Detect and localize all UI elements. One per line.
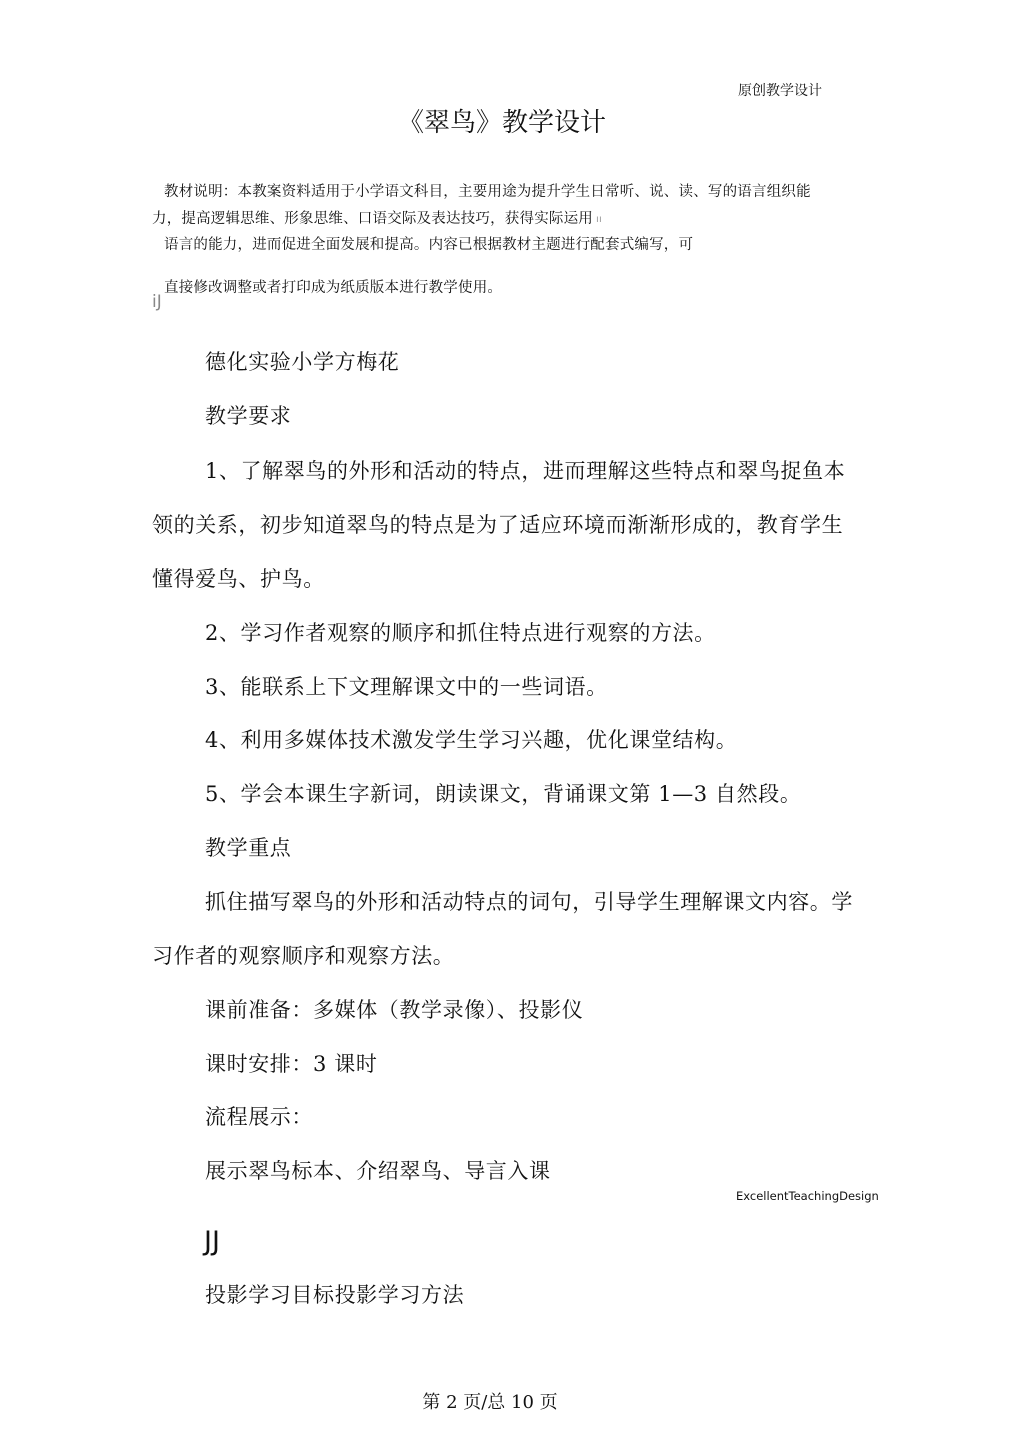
intro-line-2: [152, 207, 602, 228]
requirement-5: 5、学会本课生字新词，朗读课文，背诵课文第 1—3 自然段。: [205, 782, 802, 806]
intro-line-2-mark: ıı: [596, 213, 602, 225]
projection-line: 投影学习目标投影学习方法: [205, 1283, 465, 1307]
footer-english-tag: ExcellentTeachingDesign: [736, 1189, 879, 1203]
stray-mark-jj: JJ: [204, 1226, 220, 1257]
page-title: 《翠鸟》教学设计: [398, 108, 607, 138]
requirement-2: 2、学习作者观察的顺序和抓住特点进行观察的方法。: [205, 621, 716, 645]
preparation-line: 课前准备：多媒体（教学录像）、投影仪: [205, 998, 584, 1022]
requirements-heading: 教学要求: [205, 404, 292, 428]
key-points-line-2: 习作者的观察顺序和观察方法。: [152, 944, 455, 968]
key-points-heading: 教学重点: [205, 836, 292, 860]
stray-mark-ij: iJ: [152, 292, 162, 312]
requirement-1-line-1: 1、了解翠鸟的外形和活动的特点，进而理解这些特点和翠鸟捉鱼本: [205, 459, 846, 483]
requirement-1-line-2: 领的关系，初步知道翠鸟的特点是为了适应环境而渐渐形成的，教育学生: [152, 513, 844, 537]
intro-line-1: 教材说明：本教案资料适用于小学语文科目，主要用途为提升学生日常听、说、读、写的语言组织能: [164, 184, 811, 200]
requirement-1-line-3: 懂得爱鸟、护鸟。: [152, 567, 325, 591]
intro-line-2-text: 力，提高逻辑思维、形象思维、口语交际及表达技巧，获得实际运用: [152, 211, 593, 227]
intro-line-3: 语言的能力，进而促进全面发展和提高。内容已根据教材主题进行配套式编写，可: [164, 237, 694, 253]
schedule-line: 课时安排：3 课时: [205, 1052, 378, 1076]
intro-line-4: 直接修改调整或者打印成为纸质版本进行教学使用。: [164, 280, 503, 296]
header-label: 原创教学设计: [738, 83, 822, 99]
key-points-line-1: 抓住描写翠鸟的外形和活动特点的词句，引导学生理解课文内容。学: [205, 890, 853, 914]
author-line: 德化实验小学方梅花: [205, 350, 400, 374]
flow-item: 展示翠鸟标本、介绍翠鸟、导言入课: [205, 1159, 551, 1183]
requirement-4: 4、利用多媒体技术激发学生学习兴趣，优化课堂结构。: [205, 728, 738, 752]
requirement-3: 3、能联系上下文理解课文中的一些词语。: [205, 675, 608, 699]
page-number: 第 2 页/总 10 页: [422, 1392, 558, 1413]
flow-heading: 流程展示：: [205, 1105, 313, 1129]
